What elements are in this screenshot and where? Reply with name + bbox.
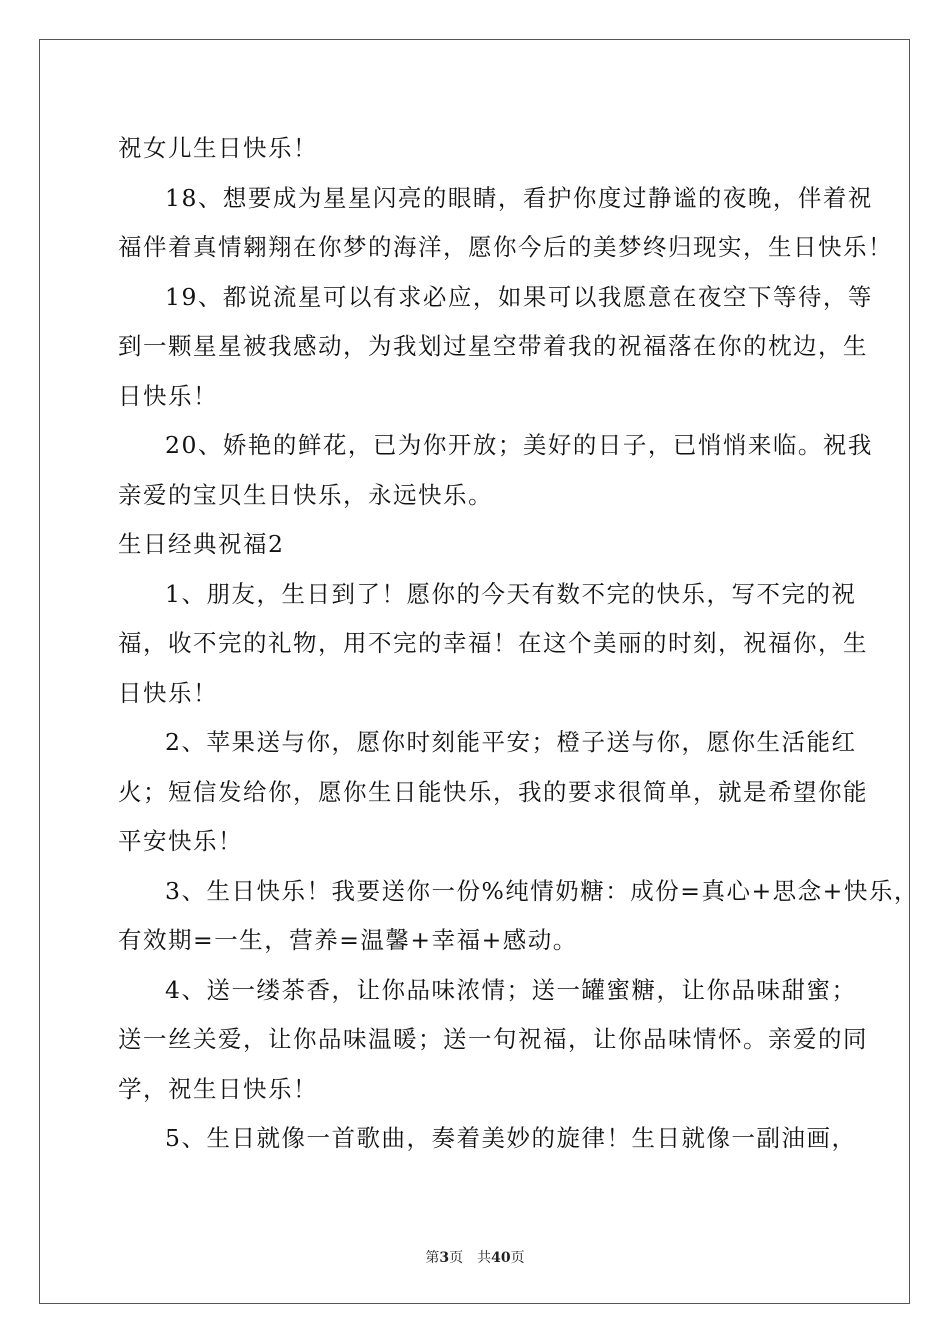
text-line: 福，收不完的礼物，用不完的幸福！在这个美丽的时刻，祝福你，生 — [118, 629, 868, 657]
text-line: 3、生日快乐！我要送你一份%纯情奶糖：成份=真心+思念+快乐， — [165, 876, 919, 905]
text-line: 日快乐！ — [118, 381, 218, 410]
section-heading: 生日经典祝福2 — [118, 530, 285, 558]
page-suffix: 页 — [449, 1250, 464, 1266]
text-line: 1、朋友，生日到了！愿你的今天有数不完的快乐，写不完的祝 — [165, 579, 857, 608]
text-line: 火；短信发给你，愿你生日能快乐，我的要求很简单，就是希望你能 — [118, 777, 868, 806]
text-line: 19、都说流星可以有求必应，如果可以我愿意在夜空下等待，等 — [165, 282, 873, 311]
total-prefix: 共 — [477, 1250, 492, 1266]
text-line: 4、送一缕茶香，让你品味浓情；送一罐蜜糖，让你品味甜蜜； — [165, 975, 857, 1004]
text-line: 福伴着真情翱翔在你梦的海洋，愿你今后的美梦终归现实，生日快乐！ — [118, 233, 893, 261]
text-line: 有效期=一生，营养=温馨+幸福+感动。 — [118, 926, 578, 954]
text-line: 日快乐！ — [118, 678, 218, 707]
page-prefix: 第 — [425, 1250, 440, 1266]
text-line: 祝女儿生日快乐！ — [118, 134, 318, 162]
document-body — [118, 124, 919, 1164]
text-line: 平安快乐！ — [118, 827, 243, 855]
text-line: 18、想要成为星星闪亮的眼睛，看护你度过静谧的夜晚，伴着祝 — [165, 183, 873, 212]
total-suffix: 页 — [510, 1250, 525, 1266]
text-line: 送一丝关爱，让你品味温暖；送一句祝福，让你品味情怀。亲爱的同 — [118, 1025, 868, 1053]
page-footer — [0, 1247, 950, 1267]
text-line: 学，祝生日快乐！ — [118, 1074, 318, 1103]
text-line: 20、娇艳的鲜花，已为你开放；美好的日子，已悄悄来临。祝我 — [165, 431, 873, 459]
page-number: 3 — [439, 1250, 450, 1266]
text-line: 2、苹果送与你，愿你时刻能平安；橙子送与你，愿你生活能红 — [165, 728, 857, 756]
text-line: 亲爱的宝贝生日快乐，永远快乐。 — [118, 480, 493, 509]
text-line: 5、生日就像一首歌曲，奏着美妙的旋律！生日就像一副油画， — [165, 1124, 857, 1152]
total-pages: 40 — [491, 1250, 511, 1266]
text-line: 到一颗星星被我感动，为我划过星空带着我的祝福落在你的枕边，生 — [118, 332, 868, 360]
